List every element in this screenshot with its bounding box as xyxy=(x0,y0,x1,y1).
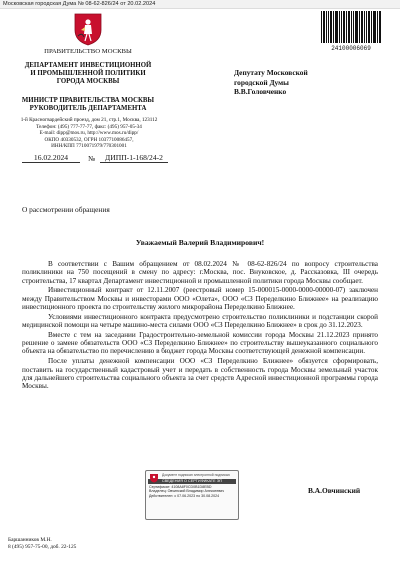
paragraph-2: Инвестиционный контракт от 12.11.2007 (реестровый номер 15-000015-0000-0000-00000-07) заключен между Правительством Москвы и инвесторами ООО «Олета», ООО «СЗ Переделкино Ближнее» на реализацию инвестиционного проекта по строительству жилого микрорайона Переделкино Ближнее. xyxy=(22,286,378,311)
sender-inn: ИНН/КПП 7710071979/770301001 xyxy=(51,143,127,150)
letter-number: ДИПП-1-168/24-2 xyxy=(100,153,168,163)
stamp-validity: Действителен: с 07.06.2023 по 30.08.2024 xyxy=(149,493,220,498)
minister-line-1: МИНИСТР ПРАВИТЕЛЬСТВА МОСКВЫ xyxy=(21,97,155,104)
executor-block xyxy=(8,537,76,551)
recipient-line-1: Депутату Московской xyxy=(234,68,308,77)
moscow-emblem-small-icon xyxy=(149,473,159,483)
salutation: Уважаемый Валерий Владимирович! xyxy=(135,238,265,247)
paragraph-5: После уплаты денежной компенсации ООО «СЗ Переделкино Ближнее» обязуется сформировать, поставить на государственный кадастровый учет и передать в собственность города Москвы земельный участок для дальнейшего строительства социального объекта за счет средств Адресной инвестиционной программы города Москвы. xyxy=(22,357,378,391)
recipient-line-2: городской Думы xyxy=(234,77,289,87)
electronic-signature-stamp xyxy=(145,470,239,520)
recipient-block xyxy=(234,68,384,97)
sender-minister xyxy=(20,97,156,113)
executor-name: Баршанников М.Н. xyxy=(8,537,52,543)
stamp-certificate: Сертификат: 4108A8F0CD0B1D8EBD xyxy=(149,485,212,489)
department-line-2: И ПРОМЫШЛЕННОЙ ПОЛИТИКИ xyxy=(30,70,146,78)
registration-bar: Московская городская Дума № 08-62-826/24 от 20.02.2024 xyxy=(0,0,400,9)
paragraph-1: В соответствии с Вашим обращением от 08.02.2024 № 08-62-826/24 по вопросу строительства поликлиники на 750 посещений в смену по адресу: г.Москва, пос. Внуковское, д. Рассказовка, III очередь строительства, 17 квартал Департамент инвестиционной и промышленной политики города Москвы сообщает. xyxy=(22,260,378,285)
number-sign: № xyxy=(88,154,96,163)
sender-address: 1-й Красногвардейский проезд, дом 21, стр.1, Москва, 123112 xyxy=(20,117,158,123)
letter-body xyxy=(22,260,378,390)
stamp-owner: Владелец: Овчинский Владимир Алексеевич xyxy=(149,489,225,494)
department-line-3: ГОРОДА МОСКВЫ xyxy=(56,78,120,86)
paragraph-4: Вместе с тем на заседании Градостроительно-земельной комиссии города Москвы 21.12.2023 принято решение о замене обязательств ООО «СЗ Переделкино Ближнее» по строительству вышеуказанного социального объекта на обязательство по перечислению в бюджет города Москвы соответствующей денежной компенсации. xyxy=(22,330,378,356)
stamp-title: СВЕДЕНИЯ О СЕРТИФИКАТЕ ЭП xyxy=(148,479,236,484)
signature-name: В.А.Овчинский xyxy=(308,486,361,495)
sender-email: E-mail: dipp@mos.ru, http://www.mos.ru/dipp/ xyxy=(39,130,139,137)
executor-phone: 8 (495) 957-75-00, доб. 22-125 xyxy=(8,544,77,550)
stamp-header: Документ подписан электронной подписью xyxy=(162,473,230,477)
sender-contacts xyxy=(14,117,164,150)
sender-government: ПРАВИТЕЛЬСТВО МОСКВЫ xyxy=(44,48,132,55)
subject: О рассмотрении обращения xyxy=(22,205,110,214)
sender-okpo: ОКПО 40330532, ОГРН 1037710086457, xyxy=(44,136,134,143)
paragraph-3: Условиями инвестиционного контракта предусмотрено строительство поликлиники и подстанции скорой медицинской помощи на четыре машино-места силами ООО «СЗ Переделкино Ближнее» в срок до 31.12.2023. xyxy=(22,312,378,330)
letter-date: 16.02.2024 xyxy=(22,153,80,163)
recipient-line-3: В.В.Головченко xyxy=(234,87,287,97)
barcode-number: 24100006069 xyxy=(331,45,371,52)
sender-department xyxy=(20,62,156,87)
department-line-1: ДЕПАРТАМЕНТ ИНВЕСТИЦИОННОЙ xyxy=(24,62,152,69)
sender-phone: Телефон: (495) 777-77-77, факс: (495) 957-05-34 xyxy=(36,123,142,130)
minister-line-2: РУКОВОДИТЕЛЬ ДЕПАРТАМЕНТА xyxy=(29,105,147,113)
moscow-coat-of-arms-icon xyxy=(73,12,103,46)
